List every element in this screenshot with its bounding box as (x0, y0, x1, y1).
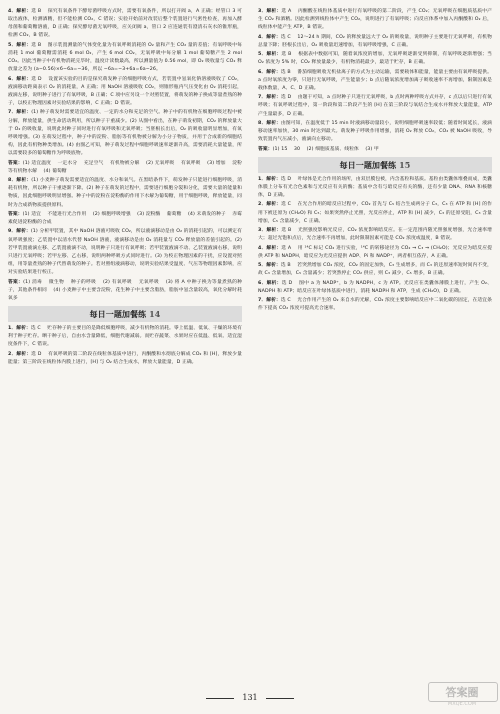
answer-text: 选 B 若突然增加 CO₂ 浓度，CO₂ 的固定加快，C₃ 生成增多，而 C₃ 的还原速率短时间内不变，故 C₃ 含量增加，C₅ 含量减少；若突然停止 CO₂ 供应，则 C₃ 减少，C₅ 增多，B 正确。 (258, 263, 492, 277)
answer-label: 4．解析： (8, 9, 32, 14)
answer-label: 答案： (8, 160, 23, 166)
answer-text: 选 A 丙酮酸在线粒体基质中进行有氧呼吸的第二阶段，产生 CO₂；无氧呼吸在细胞质基质中产生 CO₂ 和酒精。因此检测到线粒体中产生 CO₂，说明进行了有氧呼吸；向反应体系中加入丙酮酸和 O₂ 后，线粒体中能产生 ATP，B 错误。 (258, 9, 492, 31)
section-heading-title: 每日一题加餐练 (89, 308, 147, 319)
answer-text: (1) 适宜温度 一定水分 充足空气 有机物被分解 (2) 无氧呼吸 有氧呼吸 (3) 增加 淀粉等有机物水解 (4) 葡萄糖 (8, 160, 242, 174)
answer-text: (1) 种子萌发时需要适宜的温度、一定的水分和充足的空气。种子中的有机物在细胞呼吸过程中被分解，释放能量，供生命活动利用，所以种子干重减少。(2) 从图中看出，在种子萌发初期，CO₂ 的释放量大于 O₂ 的吸收量，说明此时种子同时进行有氧呼吸和无氧呼吸；当胚根长出后，O₂ 的吸收量明显增加，有氧呼吸增强。(3) 在萌发过程中，种子中的淀粉、脂肪等有机物被分解为小分子物质，并用于合成新的细胞结构，因此有机物种类增加。(4) 由图乙可知，种子萌发过程中细胞呼吸速率逐渐升高，需要消耗大量能量，所以需要较多的葡萄糖作为呼吸底物。 (8, 110, 242, 157)
answer-paragraph (258, 280, 492, 296)
answer-paragraph (258, 34, 492, 50)
answer-text: 选 D 叶绿体是光合作用的场所，由双层膜包被，内含基粒和基质。基粒由类囊体堆叠而成，类囊体膜上分布有光合色素和与光反应有关的酶；基质中含有与暗反应有关的酶，还有少量 DNA、RNA 和核糖体，D 正确。 (258, 176, 492, 199)
answer-text: 选 B 光照强度影响光反应，CO₂ 浓度影响暗反应。在一定范围内随光照强度增强，光合速率增大；超过光饱和点后，光合速率不再增加，此时限制因素可能是 CO₂ 浓度或温度，B 错误。 (258, 228, 492, 242)
watermark-text: 答案圈 (445, 686, 479, 699)
answer-label: 5．解析： (8, 42, 32, 48)
answer-label: 6．解析： (8, 76, 32, 82)
answer-paragraph (258, 297, 492, 313)
answer-paragraph (258, 176, 492, 200)
answer-text: (1) 分析甲装置，其中 NaOH 溶液可吸收 CO₂，所以液滴移动是由 O₂ 的消耗引起的，可以测定有氧呼吸强度；乙装置中以清水代替 NaOH 溶液，液滴移动是由 O₂ 消耗量与 CO₂ 释放量的差值引起的。(2) 若甲装置液滴左移、乙装置液滴不动，说明种子只进行有氧呼吸；若甲装置液滴不动、乙装置液滴右移，说明只进行无氧呼吸；若甲左移、乙右移，说明两种呼吸方式同时进行。(3) 为校正物理因素的干扰，应设置对照组，用等量煮熟的种子代替萌发的种子。若对照组液滴移动，说明实验结果受温度、气压等物理因素影响，应对实验结果进行校正。 (8, 229, 242, 276)
answer-paragraph (258, 51, 492, 67)
page-footer (0, 690, 500, 706)
answer-paragraph (258, 262, 492, 278)
section-heading-number: 14 (149, 308, 161, 319)
answer-paragraph (258, 201, 492, 225)
answer-label: 5．解析： (258, 52, 282, 58)
answer-label: 答案： (8, 211, 23, 217)
section-heading-number: 15 (399, 159, 411, 170)
answer-text: 选 D 由题干可知，a 点时种子只进行无氧呼吸，b 点时两种呼吸方式并存，c 点以后只进行有氧呼吸；有氧呼吸过程中，第一阶段和第二阶段产生的 [H] 在第三阶段与氧结合生成水并释放大量能量，ATP 产生量最多，D 正确。 (258, 95, 492, 117)
answer-paragraph (8, 42, 242, 75)
answer-text: 选 B 图示装置测量的气体变化量为有氧呼吸消耗的 O₂ 量和产生 CO₂ 量的差值；有氧呼吸中每消耗 1 mol 葡萄糖需消耗 6 mol O₂，产生 6 mol CO₂，无氧呼吸中每分解 1 mol 葡萄糖产生 2 mol CO₂。因此当种子中有机物消耗完毕时，温度计读数最高，所以测量值为 0.56 mol，即 O₂ 吸收量与 CO₂ 释放量之差为 (a−0.56)×6−6a=−36，所以 −6a=−3+6a=6a−26。 (8, 42, 242, 73)
answer-label: 6．解析： (258, 69, 281, 75)
watermark-logo (428, 682, 496, 708)
answer-label: 1．解析： (258, 176, 281, 182)
answer-paragraph (258, 94, 492, 118)
footer-dash-left (206, 698, 234, 699)
watermark-url: MXQE.COM (447, 701, 477, 707)
answer-text: 选 D 图中 a 为 NADP⁺，b 为 NADPH，c 为 ATP。光反应在类囊体薄膜上进行，产生 O₂、NADPH 和 ATP；暗反应在叶绿体基质中进行，消耗 NADPH 和 ATP，生成 (CH₂O)，D 正确。 (258, 280, 492, 294)
answer-label: 1．解析： (8, 325, 31, 331)
answer-text: 选 B 根据表中数据可知，随着氧浓度的增加，无氧呼吸逐渐受到抑制，有氧呼吸逐渐增强；当 O₂ 浓度为 5% 时，CO₂ 释放量最少，有机物消耗最少，最适于贮存，B 正确。 (258, 52, 492, 66)
answer-paragraph (258, 120, 492, 144)
answer-label: 4．解析： (258, 245, 282, 251)
answer-label: 5．解析： (258, 263, 281, 269)
answer-text: 选 C 光合作用产生的 O₂ 来自水的光解，CO₂ 浓度主要影响暗反应中二氧化碳的固定，在适宜条件下提高 CO₂ 浓度可提高光合速率。 (258, 298, 492, 312)
answer-paragraph (8, 8, 242, 41)
right-column (258, 8, 492, 684)
answer-text: 选 C 12～24 h 期间，CO₂ 的释放量远大于 O₂ 的吸收量，说明种子主要进行无氧呼吸，有机物总量下降；胚根长出后，O₂ 吸收量迅速增加，有氧呼吸增强，C 正确。 (258, 34, 492, 48)
answer-text: 选 C 贮存种子的主要目的是降低细胞呼吸，减少有机物的消耗。零上低温、低氧、干燥的环境有利于种子贮存。晒干种子后，自由水含量降低，细胞代谢减弱。而贮存蔬菜、水果时应在低温、低氧、适宜湿度条件下，C 错误。 (8, 325, 242, 348)
answer-paragraph (8, 325, 242, 349)
section-heading-title: 每日一题加餐练 (339, 159, 397, 170)
answer-label: 7．解析： (8, 110, 32, 116)
answer-paragraph (258, 69, 492, 93)
answer-label: 6．解析： (258, 280, 282, 286)
answer-text: (1) 15 30 (2) 细胞质基质、线粒体 (3) 甲 (272, 146, 379, 152)
answer-text: 选 B 探究有氧条件下酵母菌呼吸方式时，需要有氧条件，所以打开阀 a，A 正确；经管口 3 可取出液体，检测酒精，但不能检测 CO₂，C 错误；实验开始前对改装后整个装置进行气密性检查，再加入酵母菌和葡萄糖溶液，D 正确；探究酵母菌无氧呼吸，应关闭阀 a，管口 2 应连通装有澄清石灰水的锥形瓶，检测 CO₂，B 错误。 (8, 9, 242, 39)
answer-text: 选 C 在光合作用的暗反应过程中，CO₂ 首先与 C₅ 结合生成两分子 C₃，C₃ 在 ATP 和 [H] 的作用下被还原为 (CH₂O) 和 C₅；如果突然停止光照，光反应停止，ATP 和 [H] 减少，C₃ 的还原受阻，C₃ 含量增加，C₅ 含量减少，C 正确。 (258, 202, 492, 224)
answer-text: 选 A 用 ¹⁴C 标记 CO₂ 进行实验，¹⁴C 的转移途径为 CO₂ → C₃ → (CH₂O)；光反应为暗反应提供 ATP 和 NADPH，暗反应为光反应提供 ADP、Pi 和 NADP⁺，两者相互依存，A 正确。 (258, 245, 492, 259)
answer-label: 8．解析： (258, 120, 281, 126)
answer-paragraph (8, 76, 242, 109)
answer-text: 选 B 番茄细胞吸收无机盐离子的方式为主动运输，需要载体和能量，能量主要由有氧呼吸提供。a 点时氧浓度为零，只进行无氧呼吸，产生能量少；b 点后随氧浓度增加离子吸收速率不再增加，限制因素是载体数量，A、C、D 正确。 (258, 69, 492, 91)
answer-text: (1) 小麦种子萌发需要适宜的温度、水分和氧气。在黑暗条件下，萌发种子只能进行细胞呼吸，消耗有机物，所以种子干重逐渐下降。(2) 种子在萌发的过程中，需要进行细胞分裂和分化，需要大量的能量和物质，因此细胞呼吸明显增强。种子中的淀粉在淀粉酶的作用下水解为葡萄糖，用于细胞呼吸，释放能量，同时为合成新物质提供原料。 (8, 178, 242, 208)
answer-label: 2．解析： (8, 351, 32, 357)
answer-text: (1) 消毒 微生物 种子的呼吸 (2) 有氧呼吸 无氧呼吸 (3) 将 A 中种子换为等量煮熟的种子，其他条件相同 (4) 小麦种子中主要含淀粉，花生种子中主要含脂肪，脂肪中氢含量较高，氧化分解时耗氧多 (8, 279, 242, 301)
answer-label: 答案： (8, 279, 24, 285)
footer-dash-right (266, 698, 294, 699)
answer-paragraph (8, 160, 242, 176)
section-heading (8, 306, 242, 322)
left-column (8, 8, 242, 684)
answer-label: 答案： (258, 146, 273, 152)
answer-paragraph (8, 177, 242, 210)
answer-label: 8．解析： (8, 178, 32, 184)
answer-paragraph (258, 245, 492, 261)
answer-label: 2．解析： (258, 202, 282, 208)
answer-label: 4．解析： (258, 34, 281, 40)
answer-paragraph (8, 351, 242, 367)
answer-label: 3．解析： (258, 228, 282, 234)
section-heading (258, 157, 492, 173)
answer-paragraph (258, 227, 492, 243)
answer-label: 7．解析： (258, 95, 281, 101)
answer-text: (1) 适宜 不能进行光合作用 (2) 细胞呼吸增强 (3) 淀粉酶 葡萄糖 (4) 未萌发的种子 赤霉素促进淀粉酶的合成 (8, 211, 242, 226)
answer-text: 选 D 有氧呼吸的第二阶段在线粒体基质中进行，丙酮酸和水彻底分解成 CO₂ 和 [H]，释放少量能量；第三阶段在线粒体内膜上进行，[H] 与 O₂ 结合生成水，释放大量能量，D 正确。 (8, 351, 242, 365)
answer-paragraph (8, 228, 242, 277)
page-number: 131 (242, 693, 258, 702)
answer-label: 9．解析： (8, 229, 31, 235)
answer-label: 3．解析： (258, 9, 282, 14)
answer-text: 由图可知，在温度低于 15 min 时液滴移动量较小，说明细胞呼吸速率较低；随着时间延长，液滴移动速率加快，30 min 时达到最大。萌发种子呼吸作用增强，消耗 O₂ 释放 CO₂，CO₂ 被 NaOH 吸收，导致装置内气压减小，液滴向左移动。 (258, 120, 492, 143)
answer-label: 7．解析： (258, 298, 281, 304)
answer-paragraph (8, 211, 242, 227)
answer-text: 选 D 设置该实验的目的是探究萌发种子的细胞呼吸方式，若装置中氢氧化钠溶液吸收了 CO₂，液滴移动距离表示 O₂ 的消耗量，A 正确；用 NaOH 溶液吸收 CO₂，则锥形瓶内气压变化由 O₂ 消耗引起，液滴左移，说明种子进行了有氧呼吸，B 正确；C 项中应另设一个对照装置，将萌发的种子换成等量煮熟的种子，以校正物理因素对实验结果的影响，C 正确；D 错误。 (8, 76, 242, 107)
answer-paragraph (258, 146, 492, 154)
answer-paragraph (8, 279, 242, 303)
answer-paragraph (8, 109, 242, 158)
answer-paragraph (258, 8, 492, 32)
